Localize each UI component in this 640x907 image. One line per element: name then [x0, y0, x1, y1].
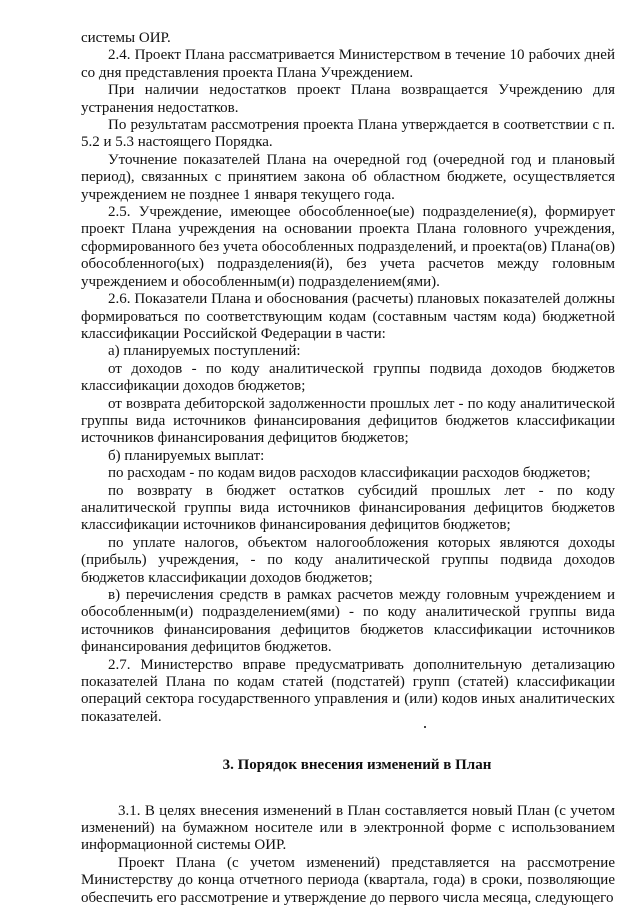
- list-item-receivables: от возврата дебиторской задолженности прошлых лет - по коду аналитической группы вида источников финансирования дефицитов бюджетов классификации источников финансирования дефицитов бюджетов;: [81, 395, 615, 447]
- paragraph-continuation: системы ОИР.: [81, 30, 171, 46]
- paragraph-2-5: 2.5. Учреждение, имеющее обособленное(ые) подразделение(я), формирует проект Плана учреждения на основании проекта Плана головного учреждения, сформированного без учета обособленных подразделений, и проекта(ов) Плана(ов) обособленного(ых) подразделения(й), без учета расчетов между головным учреждением и обособленным(и) подразделением(ями).: [81, 204, 615, 290]
- list-item-taxes: по уплате налогов, объектом налогообложения которых являются доходы (прибыль) учреждения, - по коду аналитической группы подвида доходов бюджетов классификации доходов бюджетов;: [81, 534, 615, 586]
- list-item-a: а) планируемых поступлений:: [108, 343, 301, 360]
- paragraph-deficiencies: При наличии недостатков проект Плана возвращается Учреждению для устранения недостатков.: [81, 82, 615, 116]
- scan-speck: [424, 726, 426, 728]
- paragraph-clarification: Уточнение показателей Плана на очередной год (очередной год и плановый период), связанных с принятием закона об областном бюджете, осуществляется учреждением не позднее 1 января текущего года.: [81, 151, 615, 203]
- list-item-subsidies: по возврату в бюджет остатков субсидий прошлых лет - по коду аналитической группы вида источников финансирования дефицитов бюджетов классификации источников финансирования дефицитов бюджетов;: [81, 482, 615, 534]
- list-item-expenses: по расходам - по кодам видов расходов классификации расходов бюджетов;: [108, 465, 591, 482]
- section-heading: 3. Порядок внесения изменений в План: [222, 757, 492, 774]
- list-item-v: в) перечисления средств в рамках расчетов между головным учреждением и обособленным(и) подразделением(ями) - по коду аналитической группы вида источников финансирования дефицитов бюджетов классификации источников финансирования дефицитов бюджетов.: [81, 587, 615, 656]
- paragraph-2-7: 2.7. Министерство вправе предусматривать дополнительную детализацию показателей Плана по кодам статей (подстатей) групп (статей) классификации операций сектора государственного управления и (или) кодов иных аналитических показателей.: [81, 656, 615, 725]
- list-item-income: от доходов - по коду аналитической группы подвида доходов бюджетов классификации доходов бюджетов;: [81, 360, 615, 395]
- paragraph-3-1: 3.1. В целях внесения изменений в План составляется новый План (с учетом изменений) на бумажном носителе или в электронной форме с использованием информационной системы ОИР.: [81, 802, 615, 854]
- paragraph-submission: Проект Плана (с учетом изменений) представляется на рассмотрение Министерству до конца отчетного периода (квартала, года) в сроки, позволяющие обеспечить его рассмотрение и утверждение до первого числа месяца, следующего: [81, 854, 615, 906]
- paragraph-2-4: 2.4. Проект Плана рассматривается Министерством в течение 10 рабочих дней со дня представления проекта Плана Учреждением.: [81, 47, 615, 81]
- paragraph-approval: По результатам рассмотрения проекта Плана утверждается в соответствии с п. 5.2 и 5.3 настоящего Порядка.: [81, 117, 615, 151]
- document-page: [81, 30, 615, 907]
- list-item-b: б) планируемых выплат:: [108, 447, 265, 464]
- paragraph-2-6: 2.6. Показатели Плана и обоснования (расчеты) плановых показателей должны формироваться по соответствующим кодам (составным частям кода) бюджетной классификации Российской Федерации в части:: [81, 291, 615, 342]
